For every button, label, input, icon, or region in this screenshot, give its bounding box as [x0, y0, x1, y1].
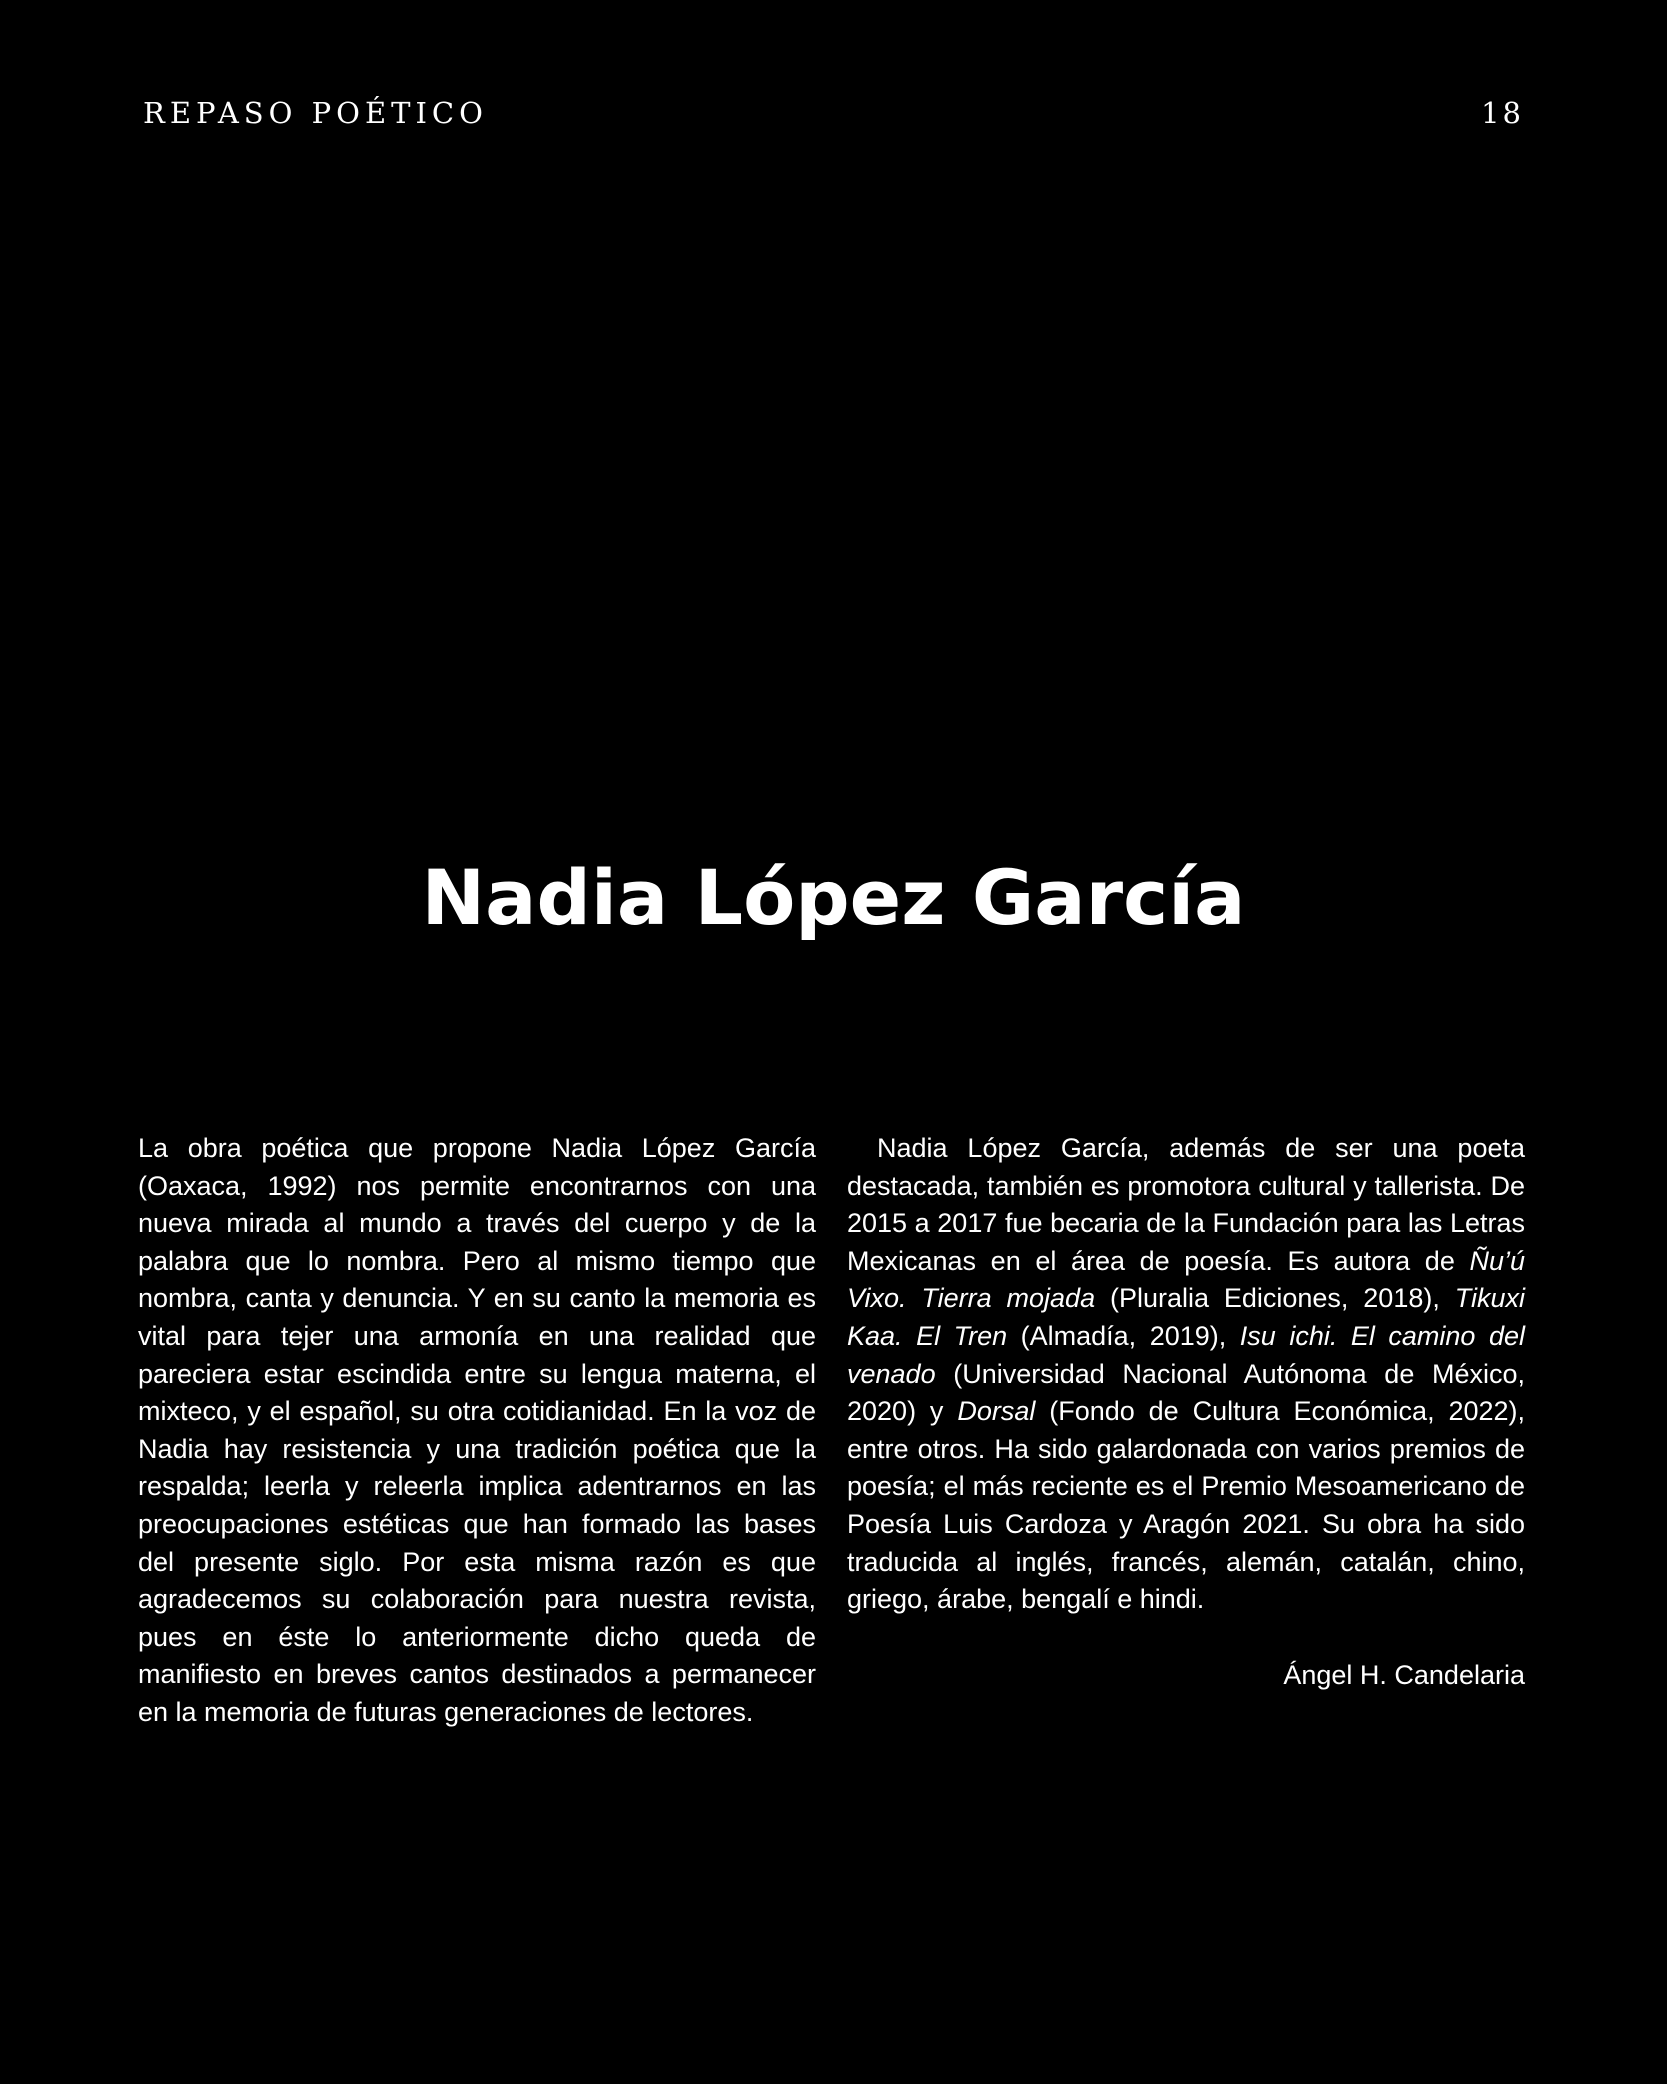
author-signature: Ángel H. Candelaria [1283, 1659, 1525, 1690]
page-number: 18 [1481, 96, 1524, 130]
bio-text-2: (Pluralia Ediciones, 2018), [1095, 1283, 1455, 1314]
right-column [847, 1130, 1525, 1694]
article-title: Nadia López García [421, 853, 1246, 942]
running-header [143, 96, 1524, 136]
book-title-isu-ichi: Isu ichi. El camino del venado [847, 1320, 1525, 1389]
book-title-tikuxi-kaa: Tikuxi Kaa. El Tren [847, 1283, 1525, 1351]
left-column [138, 1130, 816, 1732]
bio-text-5: (Fondo de Cultura Económica, 2022), entre otros. Ha sido galardonada con varios premios de poesía; el más reciente es el Premio Mesoamericano de Poesía Luis Cardoza y Aragón 2021. Su obra ha sido traducida al inglés, francés, alemán, catalán, chino, griego, árabe, bengalí e hindi. [847, 1396, 1526, 1615]
bio-text-1: Nadia López García, además de ser una poeta destacada, también es promotora cultural y tallerista. De 2015 a 2017 fue becaria de la Fundación para las Letras Mexicanas en el área de poesía. Es autora de [847, 1133, 1525, 1276]
book-title-dorsal: Dorsal [957, 1396, 1036, 1427]
section-title: REPASO POÉTICO [143, 96, 488, 130]
bio-paragraph [847, 1130, 1525, 1619]
intro-paragraph: La obra poética que propone Nadia López García (Oaxaca, 1992) nos permite encontrarnos con una nueva mirada al mundo a través del cuerpo y de la palabra que lo nombra. Pero al mismo tiempo que nombra, canta y denuncia. Y en su canto la memoria es vital para tejer una armonía en una realidad que pareciera estar escindida entre su lengua materna, el mixteco, y el español, su otra cotidianidad. En la voz de Nadia hay resistencia y una tradición poética que la respalda; leerla y releerla implica adentrarnos en las preocupaciones estéticas que han formado las bases del presente siglo. Por esta misma razón es que agradecemos su colaboración para nuestra revista, pues en éste lo anteriormente dicho queda de manifiesto en breves cantos destinados a permanecer en la memoria de futuras generaciones de lectores. [138, 1133, 816, 1727]
book-title-nuu-vixo: Ñu’ú Vixo. Tierra mojada [847, 1245, 1525, 1314]
bio-text-4: (Universidad Nacional Autónoma de México, 2020) y [847, 1358, 1525, 1427]
bio-text-3: (Almadía, 2019), [1007, 1320, 1240, 1351]
